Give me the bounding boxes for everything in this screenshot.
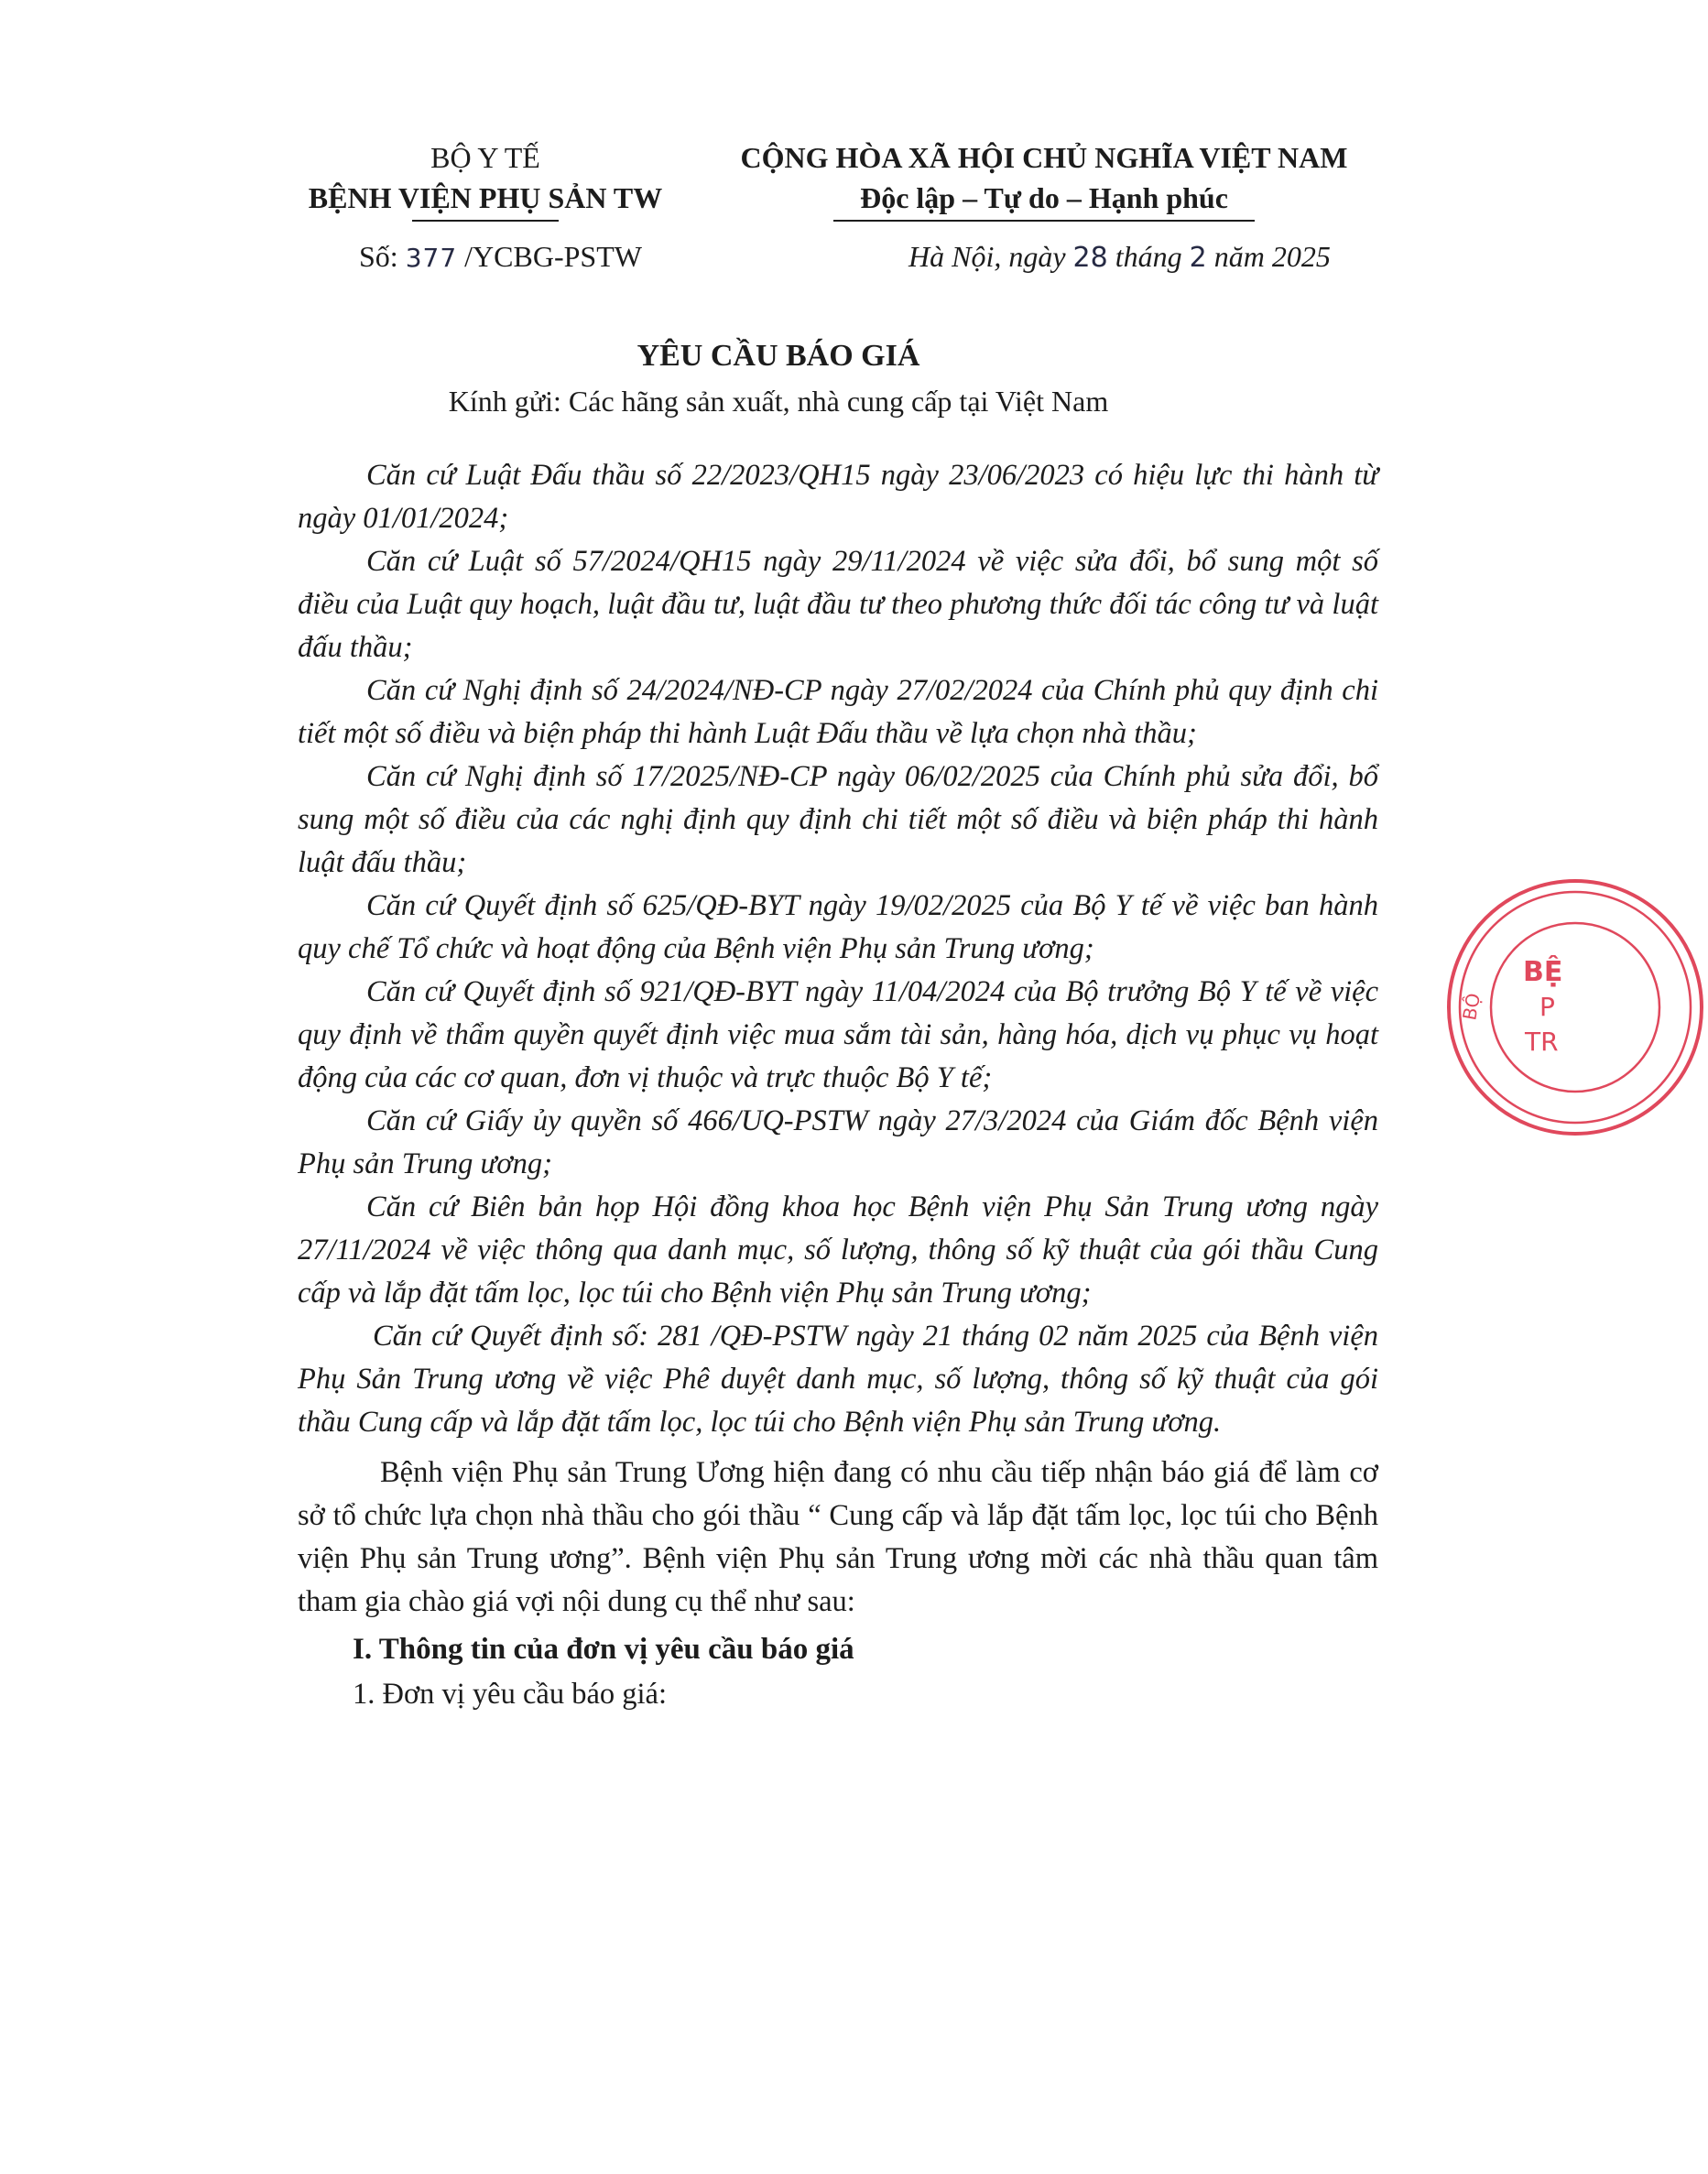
red-seal-stamp [1442,875,1708,1140]
section-1-item-1: 1. Đơn vị yêu cầu báo giá: [353,1678,667,1711]
date-month-label: tháng [1115,240,1182,273]
date-prefix: Hà Nội, ngày [908,240,1066,273]
ministry-name: BỘ Y TẾ [430,141,540,174]
document-number-handwritten: 377 [405,243,458,273]
document-number-prefix: Số: [359,240,398,273]
document-number [359,240,642,274]
hospital-name: BỆNH VIỆN PHỤ SẢN TW [308,181,663,214]
legal-basis-5: Căn cứ Quyết định số 625/QĐ-BYT ngày 19/02/2025 của Bộ Y tế về việc ban hành quy chế Tổ chức và hoạt động của Bệnh viện Phụ sản Trung ương; [298,889,1378,965]
legal-basis-2: Căn cứ Luật số 57/2024/QH15 ngày 29/11/2024 về việc sửa đổi, bổ sung một số điều của Luật quy hoạch, luật đầu tư, luật đầu tư theo phương thức đối tác công tư và luật đấu thầu; [298,545,1378,664]
seal-text-line1: BỆ [1523,956,1563,988]
national-header [714,137,1374,222]
seal-text-line2: P [1539,992,1555,1022]
section-1-heading: I. Thông tin của đơn vị yêu cầu báo giá [353,1633,854,1666]
legal-basis-6: Căn cứ Quyết định số 921/QĐ-BYT ngày 11/04/2024 của Bộ trưởng Bộ Y tế về việc quy định về thẩm quyền quyết định việc mua sắm tài sản, hàng hóa, dịch vụ phục vụ hoạt động của các cơ quan, đơn vị thuộc và trực thuộc Bộ Y tế; [298,975,1378,1094]
seal-arc-text: BỘ [1458,991,1485,1022]
document-number-suffix: /YCBG-PSTW [464,240,642,273]
date-year: năm 2025 [1213,240,1331,273]
legal-basis-3: Căn cứ Nghị định số 24/2024/NĐ-CP ngày 27/02/2024 của Chính phủ quy định chi tiết một số điều và biện pháp thi hành Luật Đấu thầu về lựa chọn nhà thầu; [298,674,1378,750]
date-month-handwritten: 2 [1189,242,1207,274]
date-day-handwritten: 28 [1072,242,1108,274]
issuer-underline [412,220,559,222]
seal-text-line3: TR [1525,1027,1559,1057]
country-name: CỘNG HÒA XÃ HỘI CHỦ NGHĨA VIỆT NAM [740,141,1348,174]
invitation-paragraph: Bệnh viện Phụ sản Trung Ương hiện đang có nhu cầu tiếp nhận báo giá để làm cơ sở tổ chức lựa chọn nhà thầu cho gói thầu “ Cung cấp và lắp đặt tấm lọc, lọc túi cho Bệnh viện Phụ sản Trung ương”. Bệnh viện Phụ sản Trung ương mời các nhà thầu quan tâm tham gia chào giá vợi nội dung cụ thể như sau: [298,1456,1378,1618]
document-date [908,240,1331,274]
document-title: YÊU CẦU BÁO GIÁ [636,339,920,373]
document-body [298,454,1378,1717]
legal-basis-7: Căn cứ Giấy ủy quyền số 466/UQ-PSTW ngày 27/3/2024 của Giám đốc Bệnh viện Phụ sản Trung ương; [298,1104,1378,1180]
issuer-block [275,137,696,222]
national-motto: Độc lập – Tự do – Hạnh phúc [860,181,1228,214]
legal-basis-4: Căn cứ Nghị định số 17/2025/NĐ-CP ngày 06/02/2025 của Chính phủ sửa đổi, bổ sung một số điều của các nghị định quy định chi tiết một số điều và biện pháp thi hành luật đấu thầu; [298,760,1378,879]
legal-basis-9: Căn cứ Quyết định số: 281 /QĐ-PSTW ngày 21 tháng 02 năm 2025 của Bệnh viện Phụ Sản Trung ương về việc Phê duyệt danh mục, số lượng, thông số kỹ thuật của gói thầu Cung cấp và lắp đặt tấm lọc, lọc túi cho Bệnh viện Phụ sản Trung ương. [298,1320,1378,1439]
legal-basis-1: Căn cứ Luật Đấu thầu số 22/2023/QH15 ngày 23/06/2023 có hiệu lực thi hành từ ngày 01/01/2024; [298,459,1378,535]
recipient-line: Kính gửi: Các hãng sản xuất, nhà cung cấp tại Việt Nam [448,385,1109,418]
legal-basis-8: Căn cứ Biên bản họp Hội đồng khoa học Bệnh viện Phụ Sản Trung ương ngày 27/11/2024 về việc thông qua danh mục, số lượng, thông số kỹ thuật của gói thầu Cung cấp và lắp đặt tấm lọc, lọc túi cho Bệnh viện Phụ sản Trung ương; [298,1190,1378,1310]
seal-graphic [1442,875,1708,1140]
motto-underline [833,220,1255,222]
